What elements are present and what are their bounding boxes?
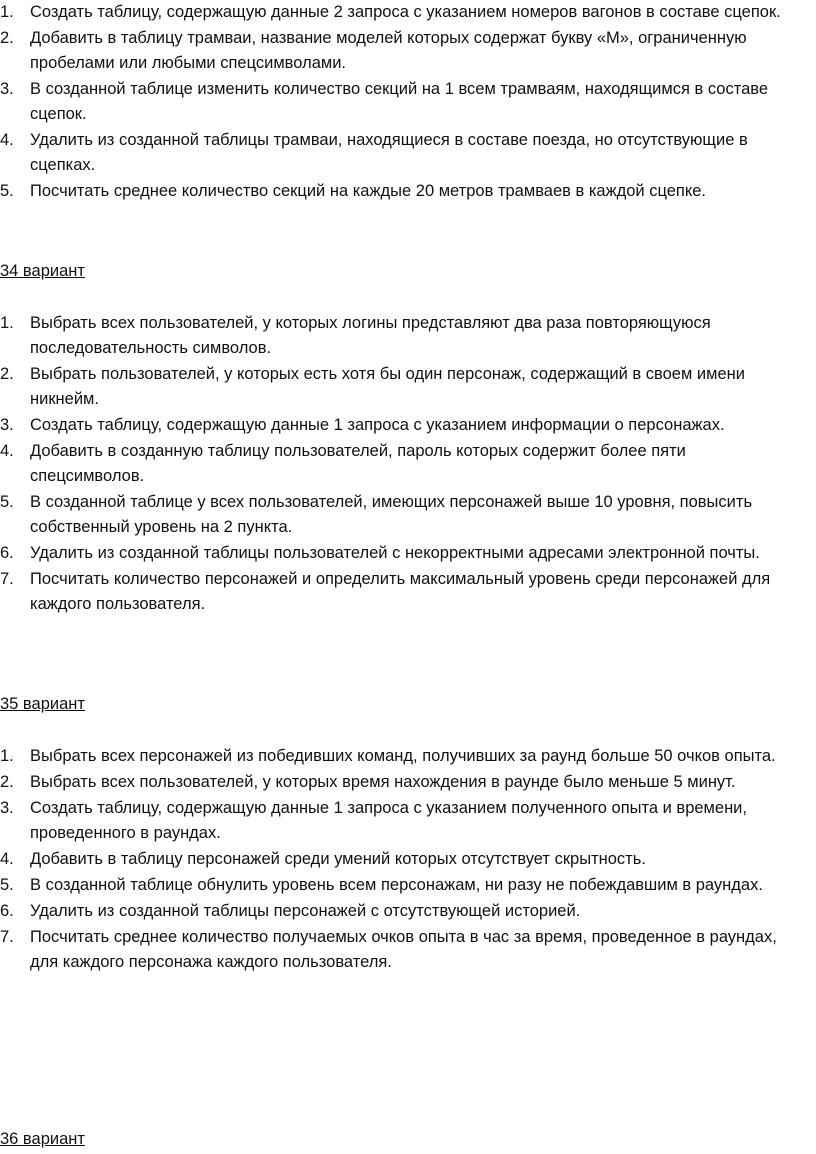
- item-text: Выбрать всех персонажей из победивших команд, получивших за раунд больше 50 очков опыта.: [30, 747, 776, 765]
- item-text: Выбрать всех пользователей, у которых логины представляют два раза повторяющуюся последовательность символов.: [30, 314, 711, 357]
- item-text: В созданной таблице обнулить уровень всем персонажам, ни разу не побеждавшим в раундах.: [30, 876, 763, 894]
- item-number: 4.: [0, 131, 14, 149]
- item-number: 3.: [0, 80, 14, 98]
- list-item: [0, 541, 790, 566]
- list-item: [0, 490, 790, 540]
- variant-35-heading: 35 вариант: [0, 695, 85, 713]
- variant-36-heading: 36 вариант: [0, 1130, 85, 1148]
- item-text: Удалить из созданной таблицы персонажей с отсутствующей историей.: [30, 902, 581, 920]
- list-item: [0, 567, 790, 617]
- item-number: 1.: [0, 747, 14, 765]
- list-item: [0, 847, 790, 872]
- item-number: 6.: [0, 902, 14, 920]
- variant-34-task-list: [0, 311, 790, 618]
- list-item: [0, 770, 790, 795]
- list-item: [0, 179, 790, 204]
- item-number: 4.: [0, 850, 14, 868]
- item-number: 2.: [0, 773, 14, 791]
- list-item: [0, 77, 790, 127]
- item-text: Создать таблицу, содержащую данные 1 запроса с указанием информации о персонажах.: [30, 416, 725, 434]
- item-text: Удалить из созданной таблицы трамваи, находящиеся в составе поезда, но отсутствующие в сцепках.: [30, 131, 748, 174]
- list-item: [0, 873, 790, 898]
- item-number: 2.: [0, 365, 14, 383]
- item-text: В созданной таблице у всех пользователей, имеющих персонажей выше 10 уровня, повысить собственный уровень на 2 пункта.: [30, 493, 753, 536]
- task-list-previous-variant: [0, 0, 790, 205]
- variant-35-task-list: [0, 744, 790, 976]
- item-text: Посчитать среднее количество получаемых очков опыта в час за время, проведенное в раундах, для каждого персонажа каждого пользователя.: [30, 928, 777, 971]
- list-item: [0, 128, 790, 178]
- item-text: Добавить в созданную таблицу пользователей, пароль которых содержит более пяти спецсимволов.: [30, 442, 686, 485]
- item-text: Создать таблицу, содержащую данные 1 запроса с указанием полученного опыта и времени, проведенного в раундах.: [30, 799, 747, 842]
- item-number: 2.: [0, 29, 14, 47]
- list-item: [0, 311, 790, 361]
- item-number: 7.: [0, 928, 14, 946]
- item-number: 6.: [0, 544, 14, 562]
- list-item: [0, 413, 790, 438]
- item-number: 5.: [0, 182, 14, 200]
- item-text: Создать таблицу, содержащую данные 2 запроса с указанием номеров вагонов в составе сцепок.: [30, 3, 781, 21]
- list-item: [0, 362, 790, 412]
- list-item: [0, 744, 790, 769]
- item-number: 5.: [0, 876, 14, 894]
- item-text: Добавить в таблицу трамваи, название моделей которых содержат букву «М», ограниченную пробелами или любыми спецсимволами.: [30, 29, 747, 72]
- list-item: [0, 0, 790, 25]
- item-text: Добавить в таблицу персонажей среди умений которых отсутствует скрытность.: [30, 850, 646, 868]
- list-item: [0, 796, 790, 846]
- item-text: Выбрать пользователей, у которых есть хотя бы один персонаж, содержащий в своем имени никнейм.: [30, 365, 745, 408]
- list-item: [0, 899, 790, 924]
- list-item: [0, 439, 790, 489]
- item-number: 1.: [0, 3, 14, 21]
- item-text: Посчитать количество персонажей и определить максимальный уровень среди персонажей для каждого пользователя.: [30, 570, 771, 613]
- item-text: Выбрать всех пользователей, у которых время нахождения в раунде было меньше 5 минут.: [30, 773, 736, 791]
- item-text: Посчитать среднее количество секций на каждые 20 метров трамваев в каждой сцепке.: [30, 182, 707, 200]
- list-item: [0, 925, 790, 975]
- variant-34-heading: 34 вариант: [0, 262, 85, 280]
- item-number: 3.: [0, 416, 14, 434]
- item-number: 7.: [0, 570, 14, 588]
- list-item: [0, 26, 790, 76]
- item-number: 3.: [0, 799, 14, 817]
- item-text: В созданной таблице изменить количество секций на 1 всем трамваям, находящимся в составе сцепок.: [30, 80, 768, 123]
- item-number: 5.: [0, 493, 14, 511]
- item-number: 1.: [0, 314, 14, 332]
- item-number: 4.: [0, 442, 14, 460]
- item-text: Удалить из созданной таблицы пользователей с некорректными адресами электронной почты.: [30, 544, 760, 562]
